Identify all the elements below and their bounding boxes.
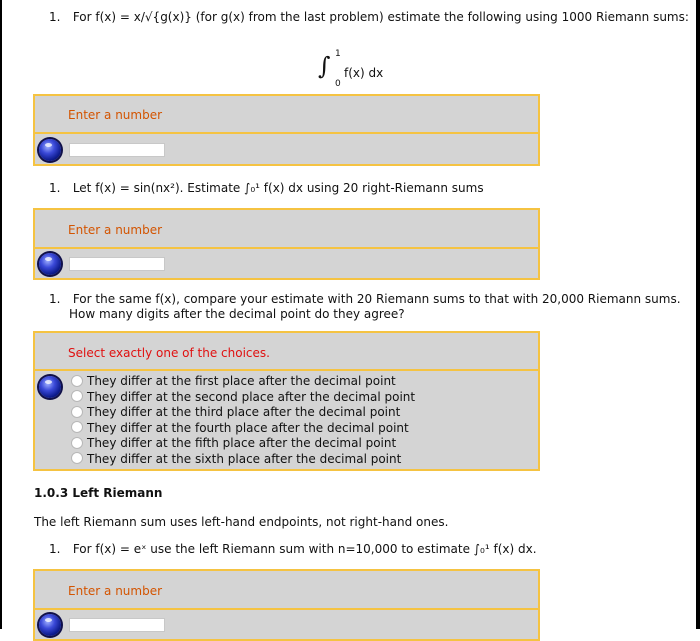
integral-lower-limit: 0 — [335, 79, 341, 89]
blue-orb-icon — [39, 614, 61, 636]
section-paragraph: The left Riemann sum uses left-hand endpoints, not right-hand ones. — [34, 515, 449, 529]
question-3 — [49, 292, 681, 306]
answer-input-2[interactable] — [69, 257, 165, 271]
radio-button[interactable] — [71, 421, 83, 433]
answer-prompt: Enter a number — [68, 584, 163, 598]
radio-button[interactable] — [71, 390, 83, 402]
box-divider — [35, 132, 538, 134]
choice-box — [33, 331, 540, 471]
box-divider — [35, 369, 538, 371]
window-edge-left — [0, 0, 2, 629]
radio-button[interactable] — [71, 437, 83, 449]
question-text: For f(x) = eˣ use the left Riemann sum with n=10,000 to estimate ∫₀¹ f(x) dx. — [72, 542, 537, 556]
answer-box-1 — [33, 94, 540, 166]
question-text-line-2: How many digits after the decimal point do they agree? — [69, 307, 405, 321]
question-number: 1. — [49, 292, 61, 306]
choice-label: They differ at the fourth place after the decimal point — [87, 420, 409, 435]
question-2 — [49, 181, 484, 195]
integral-expression — [318, 49, 408, 91]
answer-input-1[interactable] — [69, 143, 165, 157]
choice-label: They differ at the third place after the decimal point — [87, 405, 401, 419]
section-heading: 1.0.3 Left Riemann — [34, 486, 163, 500]
answer-box-4 — [33, 569, 540, 641]
integral-icon: ∫ — [318, 52, 331, 80]
choice-option-4[interactable] — [71, 421, 415, 437]
radio-button[interactable] — [71, 375, 83, 387]
answer-box-2 — [33, 208, 540, 280]
blue-orb-icon — [39, 376, 61, 398]
answer-prompt: Enter a number — [68, 223, 163, 237]
choice-option-1[interactable] — [71, 374, 415, 390]
box-divider — [35, 608, 538, 610]
question-3-continued — [69, 307, 405, 321]
blue-orb-icon — [39, 139, 61, 161]
box-divider — [35, 247, 538, 249]
question-1 — [49, 10, 689, 24]
question-text: Let f(x) = sin(nx²). Estimate ∫₀¹ f(x) dx using 20 right-Riemann sums — [72, 181, 484, 195]
choice-label: They differ at the sixth place after the decimal point — [87, 451, 402, 466]
choice-list — [71, 374, 415, 467]
choice-label: They differ at the second place after the decimal point — [87, 389, 416, 404]
choice-option-3[interactable] — [71, 405, 415, 421]
choice-label: They differ at the fifth place after the decimal point — [87, 436, 397, 450]
question-4 — [49, 542, 537, 556]
question-number: 1. — [49, 542, 61, 556]
question-number: 1. — [49, 10, 61, 24]
choice-option-6[interactable] — [71, 452, 415, 468]
choice-option-2[interactable] — [71, 390, 415, 406]
choice-label: They differ at the first place after the decimal point — [87, 374, 396, 388]
question-text-line-1: For the same f(x), compare your estimate with 20 Riemann sums to that with 20,000 Riemann sums. — [72, 292, 681, 306]
window-edge-right — [696, 0, 700, 629]
integral-upper-limit: 1 — [335, 49, 341, 59]
radio-button[interactable] — [71, 406, 83, 418]
choice-option-5[interactable] — [71, 436, 415, 452]
answer-input-4[interactable] — [69, 618, 165, 632]
integrand: f(x) dx — [344, 66, 384, 80]
answer-prompt: Enter a number — [68, 108, 163, 122]
blue-orb-icon — [39, 253, 61, 275]
radio-button[interactable] — [71, 452, 83, 464]
choice-prompt: Select exactly one of the choices. — [68, 346, 270, 360]
question-text: For f(x) = x/√{g(x)} (for g(x) from the last problem) estimate the following using 1000 Riemann sums: — [72, 10, 689, 24]
question-number: 1. — [49, 181, 61, 195]
